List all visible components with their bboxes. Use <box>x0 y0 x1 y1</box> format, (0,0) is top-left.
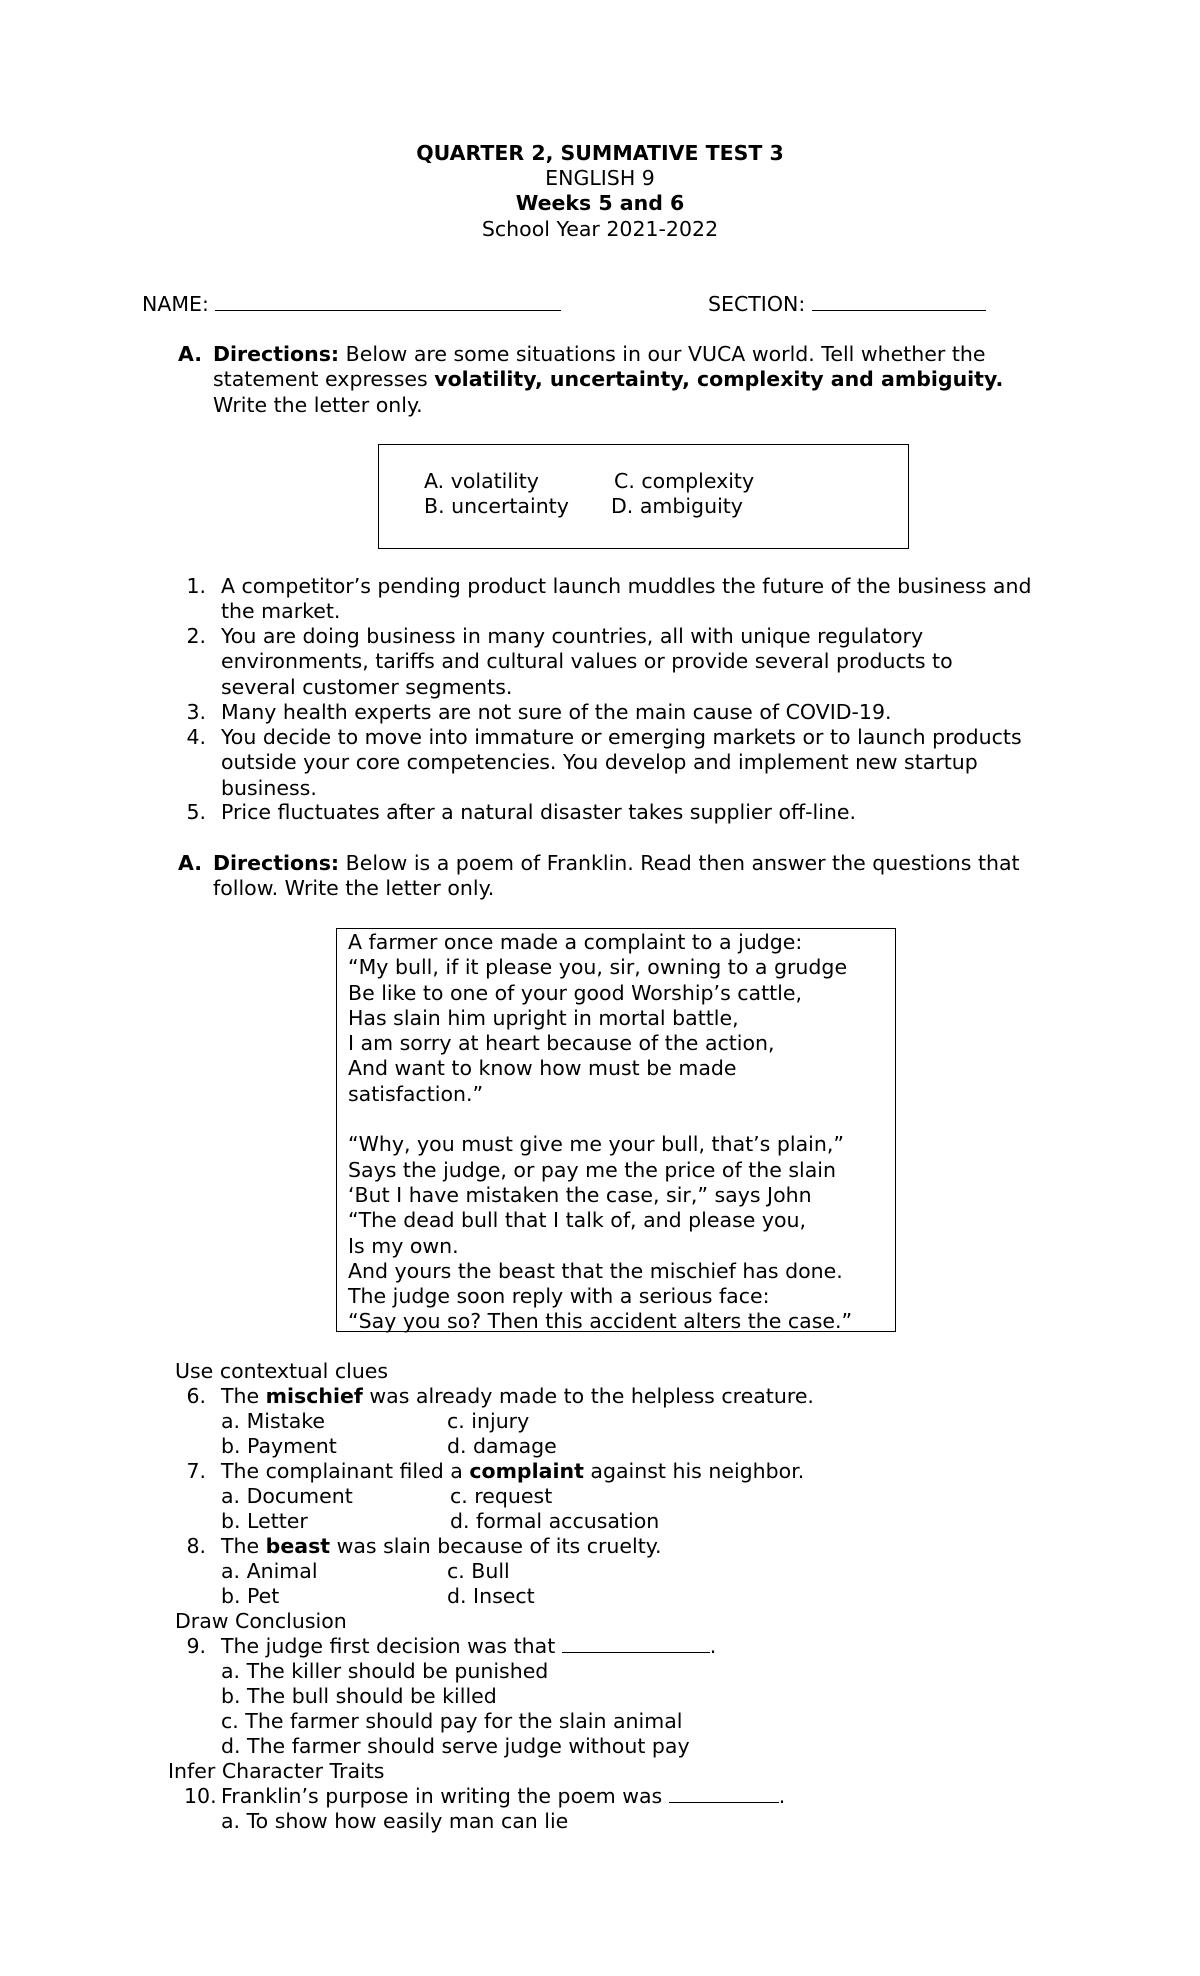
directions-text-end: Write the letter only. <box>213 392 423 417</box>
q7-stem-post: against his neighbor. <box>583 1459 805 1483</box>
directions-bold: volatility, uncertainty, complexity and ambiguity. <box>434 367 1004 392</box>
q9-stem-text: The judge first decision was that <box>221 1634 562 1658</box>
q7-number: 7. <box>186 1459 206 1483</box>
q9-option-d: d. The farmer should serve judge without pay <box>221 1734 690 1758</box>
q6-option-a: a. Mistake <box>221 1409 326 1433</box>
q6-option-b: b. Payment <box>221 1434 337 1458</box>
item-3-text: Many health experts are not sure of the main cause of COVID-19. <box>221 700 892 724</box>
q7-option-d: d. formal accusation <box>450 1509 660 1533</box>
part-a-letter: A. <box>178 342 203 366</box>
q9-answer-blank[interactable] <box>562 1651 710 1653</box>
q8-stem-post: was slain because of its cruelty. <box>330 1534 662 1558</box>
q6-option-c: c. injury <box>447 1409 530 1433</box>
q8-option-a: a. Animal <box>221 1559 318 1583</box>
directions-label: Directions: <box>213 851 340 875</box>
q6-stem-post: was already made to the helpless creature. <box>362 1384 814 1408</box>
q10-answer-blank[interactable] <box>669 1801 779 1803</box>
q10-stem <box>221 1784 785 1809</box>
section-field[interactable] <box>708 292 986 317</box>
item-2-text: You are doing business in many countries, all with unique regulatory environments, tariffs and cultural values or provide several products to several customer segments. <box>221 624 953 699</box>
q9-option-b: b. The bull should be killed <box>221 1684 497 1708</box>
poem-line: And want to know how must be made <box>348 1056 737 1081</box>
name-blank[interactable] <box>215 309 561 311</box>
q8-number: 8. <box>186 1534 206 1558</box>
poem-line: Be like to one of your good Worship’s cattle, <box>348 980 802 1005</box>
section-blank[interactable] <box>812 309 986 311</box>
poem-line: “My bull, if it please you, sir, owning to a grudge <box>348 955 848 980</box>
poem-line: Has slain him upright in mortal battle, <box>348 1005 739 1030</box>
poem-line: I am sorry at heart because of the action, <box>348 1031 775 1056</box>
school-year-line: School Year 2021-2022 <box>481 217 719 241</box>
poem <box>348 930 852 1335</box>
name-label: NAME: <box>142 292 209 316</box>
part-b-directions <box>213 851 1043 902</box>
q6-number: 6. <box>186 1384 206 1408</box>
q8-keyword: beast <box>265 1534 331 1558</box>
poem-line: “Say you so? Then this accident alters the case.” <box>348 1309 853 1334</box>
q8-option-d: d. Insect <box>447 1584 535 1608</box>
group-infer-traits-label: Infer Character Traits <box>168 1759 385 1783</box>
q7-option-a: a. Document <box>221 1484 353 1508</box>
group-contextual-clues-label: Use contextual clues <box>175 1359 389 1383</box>
q7-keyword: complaint <box>469 1459 584 1483</box>
poem-line: The judge soon reply with a serious face: <box>348 1284 770 1309</box>
part-b-letter: A. <box>178 851 203 875</box>
q9-stem <box>221 1634 716 1659</box>
item-2-number: 2. <box>186 624 206 648</box>
item-4-number: 4. <box>186 725 206 749</box>
item-3-number: 3. <box>186 700 206 724</box>
q8-option-c: c. Bull <box>447 1559 510 1583</box>
q9-option-c: c. The farmer should pay for the slain animal <box>221 1709 683 1733</box>
q7-stem-pre: The complainant filed a <box>221 1459 470 1483</box>
choice-c: C. complexity <box>614 469 755 493</box>
choice-d: D. ambiguity <box>611 494 743 518</box>
poem-line: “Why, you must give me your bull, that’s plain,” <box>348 1132 844 1157</box>
choice-a: A. volatility <box>424 469 539 493</box>
q8-stem-pre: The <box>221 1534 266 1558</box>
q7-stem <box>221 1459 804 1484</box>
name-field[interactable] <box>142 292 561 317</box>
q9-number: 9. <box>186 1634 206 1658</box>
poem-line: “The dead bull that I talk of, and please you, <box>348 1208 807 1233</box>
poem-line: ‘But I have mistaken the case, sir,” says John <box>348 1182 812 1207</box>
subject-line: ENGLISH 9 <box>545 166 655 190</box>
q10-option-a: a. To show how easily man can lie <box>221 1809 569 1833</box>
poem-line: satisfaction.” <box>348 1081 484 1106</box>
q6-keyword: mischief <box>265 1384 363 1408</box>
directions-label: Directions: <box>213 342 340 366</box>
directions-text: Below are some situations in our VUCA world. Tell whether the statement expresses <box>213 342 986 392</box>
q8-stem <box>221 1534 662 1559</box>
section-label: SECTION: <box>708 292 806 316</box>
q7-option-c: c. request <box>450 1484 553 1508</box>
q10-stem-text: Franklin’s purpose in writing the poem was <box>221 1784 669 1808</box>
q6-stem <box>221 1384 814 1409</box>
choice-b: B. uncertainty <box>424 494 569 518</box>
test-title: QUARTER 2, SUMMATIVE TEST 3 <box>416 141 784 165</box>
item-4-text: You decide to move into immature or emerging markets or to launch products outside your core competencies. You develop and implement new startup business. <box>221 725 1022 800</box>
q9-stem-end: . <box>709 1634 717 1658</box>
poem-line: A farmer once made a complaint to a judge: <box>348 930 803 954</box>
item-1-number: 1. <box>186 574 206 598</box>
part-a-directions <box>213 342 1063 418</box>
q8-option-b: b. Pet <box>221 1584 280 1608</box>
poem-line: Is my own. <box>348 1233 459 1258</box>
q9-option-a: a. The killer should be punished <box>221 1659 549 1683</box>
poem-line: And yours the beast that the mischief has done. <box>348 1258 843 1283</box>
q6-option-d: d. damage <box>447 1434 557 1458</box>
directions-text: Below is a poem of Franklin. Read then answer the questions that follow. Write the letter only. <box>213 851 1020 901</box>
item-5-text: Price fluctuates after a natural disaster takes supplier off-line. <box>221 800 857 824</box>
q6-stem-pre: The <box>221 1384 266 1408</box>
q10-stem-end: . <box>778 1784 786 1808</box>
item-5-number: 5. <box>186 800 206 824</box>
poem-line: Says the judge, or pay me the price of the slain <box>348 1157 836 1182</box>
q7-option-b: b. Letter <box>221 1509 308 1533</box>
item-1-text: A competitor’s pending product launch muddles the future of the business and the market. <box>221 574 1032 624</box>
q10-number: 10. <box>184 1784 217 1808</box>
poem-stanza-break <box>348 1107 852 1132</box>
weeks-line: Weeks 5 and 6 <box>515 191 685 215</box>
group-draw-conclusion-label: Draw Conclusion <box>175 1609 347 1633</box>
